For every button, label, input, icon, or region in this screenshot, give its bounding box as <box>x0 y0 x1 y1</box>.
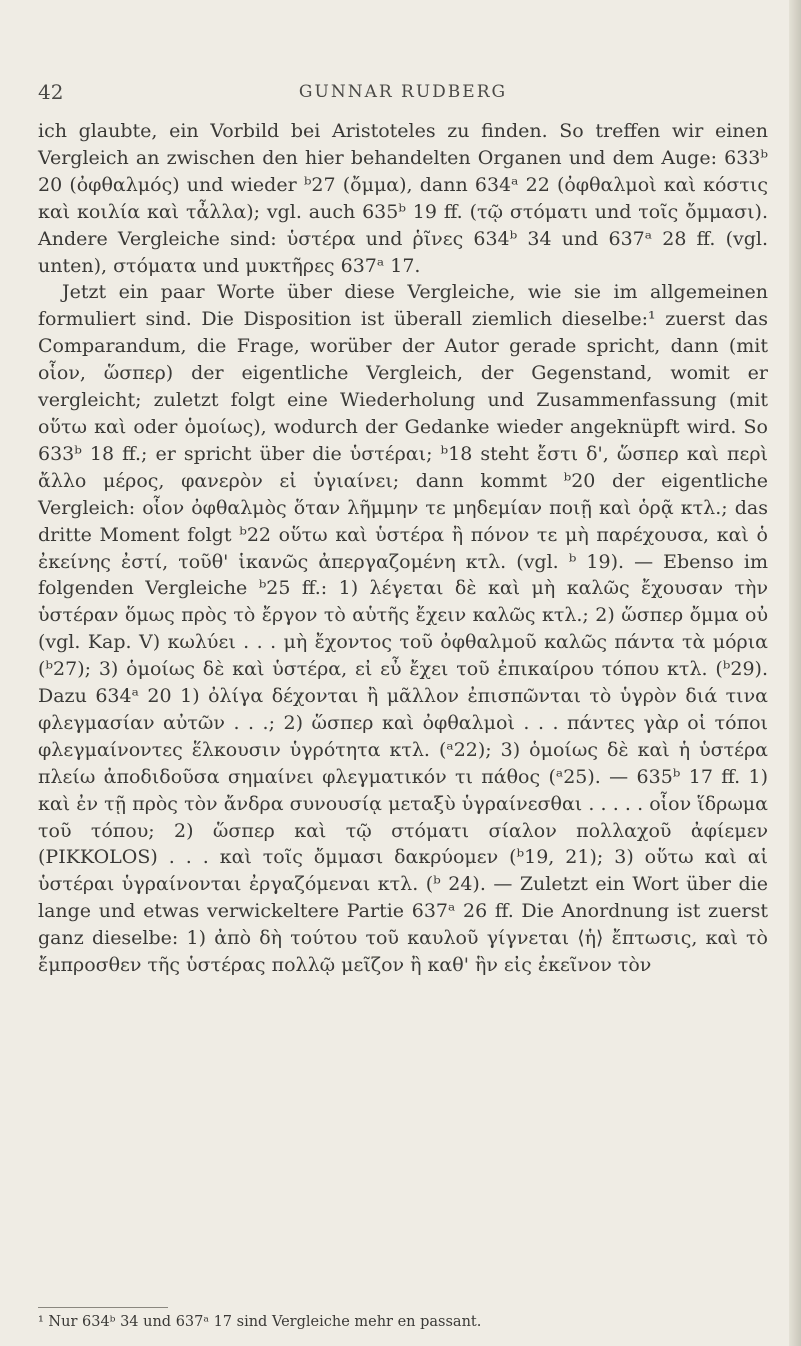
paragraph-2: Jetzt ein paar Worte über diese Vergleiche, wie sie im allgemeinen formuliert sind. Die Disposition ist überall ziemlich dieselbe:¹ zuerst das Comparandum, die Frage, worüber der Autor gerade spricht, dann (mit οἷον, ὥσπερ) der eigentliche Vergleich, der Gegenstand, womit er vergleicht; zuletzt folgt eine Wiederholung und Zusammenfassung (mit οὕτω καὶ oder ὁμοίως), wodurch der Gedanke wieder angeknüpft wird. So 633ᵇ 18 ff.; er spricht über die ὑστέραι; ᵇ18 steht ἔστι δ', ὥσπερ καὶ περὶ ἄλλο μέρος, φανερὸν εἰ ὑγιαίνει; dann kommt ᵇ20 der eigentliche Vergleich: οἷον ὀφθαλμὸς ὅταν λῆμμην τε μηδεμίαν ποιῇ καὶ ὁρᾷ κτλ.; das dritte Moment folgt ᵇ22 οὕτω καὶ ὑστέρα ἢ πόνον τε μὴ παρέχουσα, καὶ ὁ ἐκείνης ἐστί, τοῦθ' ἱκανῶς ἀπεργαζομένη κτλ. (vgl. ᵇ 19). — Ebenso im folgenden Vergleiche ᵇ25 ff.: 1) λέγεται δὲ καὶ μὴ καλῶς ἔχουσαν τὴν ὑστέραν ὅμως πρὸς τὸ ἔργον τὸ αὑτῆς ἔχειν καλῶς κτλ.; 2) ὥσπερ ὄμμα οὐ (vgl. Kap. V) κωλύει . . . μὴ ἔχοντος τοῦ ὀφθαλμοῦ καλῶς πάντα τὰ μόρια (ᵇ27); 3) ὁμοίως δὲ καὶ ὑστέρα, εἰ εὖ ἔχει τοῦ ἐπικαίρου τόπου κτλ. (ᵇ29). Dazu 634ᵃ 20 1) ὀλίγα δέχονται ἢ μᾶλλον ἐπισπῶνται τὸ ὑγρὸν διά τινα φλεγμασίαν αὐτῶν . . .; 2) ὥσπερ καὶ ὀφθαλμοὶ . . . πάντες γὰρ οἱ τόποι φλεγμαίνοντες ἕλκουσιν ὑγρότητα κτλ. (ᵃ22); 3) ὁμοίως δὲ καὶ ἡ ὑστέρα πλείω ἀποδιδοῦσα σημαίνει φλεγματικόν τι πάθος (ᵃ25). — 635ᵇ 17 ff. 1) καὶ ἐν τῇ πρὸς τὸν ἄνδρα συνουσίᾳ μεταξὺ ὑγραίνεσθαι . . . . . οἷον ἵδρωμα τοῦ τόπου; 2) ὥσπερ καὶ τῷ στόματι σίαλον πολλαχοῦ ἀφίεμεν (PIKKOLOS) . . . καὶ τοῖς ὄμμασι δακρύομεν (ᵇ19, 21); 3) οὕτω καὶ αἱ ὑστέραι ὑγραίνονται ἐργαζόμεναι κτλ. (ᵇ 24). — Zuletzt ein Wort über die lange und etwas verwickeltere Partie 637ᵃ 26 ff. Die Anordnung ist zuerst ganz dieselbe: 1) ἀπὸ δὴ τούτου τοῦ καυλοῦ γίγνεται ⟨ἡ⟩ ἔπτωσις, καὶ τὸ ἔμπροσθεν τῆς ὑστέρας πολλῷ μεῖζον ἢ καθ' ἣν εἰς ἐκεῖνον τὸν <box>38 281 768 977</box>
footnote-rule <box>38 1307 168 1308</box>
page-number: 42 <box>38 80 64 104</box>
body-text <box>38 118 768 979</box>
paragraph-1: ich glaubte, ein Vorbild bei Aristoteles zu finden. So treffen wir einen Vergleich an zwischen den hier behandelten Organen und dem Auge: 633ᵇ 20 (ὀφθαλμός) und wieder ᵇ27 (ὄμμα), dann 634ᵃ 22 (ὀφθαλμοὶ καὶ κόστις καὶ κοιλία καὶ τἆλλα); vgl. auch 635ᵇ 19 ff. (τῷ στόματι und τοῖς ὄμμασι). Andere Vergleiche sind: ὑστέρα und ῥῖνες 634ᵇ 34 und 637ᵃ 28 ff. (vgl. unten), στόματα und μυκτῆρες 637ᵃ 17. <box>38 120 769 277</box>
page-edge <box>789 0 801 1346</box>
footnote-text: ¹ Nur 634ᵇ 34 und 637ᵃ 17 sind Vergleiche mehr en passant. <box>38 1314 482 1330</box>
page-header <box>38 80 768 106</box>
footnote <box>38 1313 768 1331</box>
running-title: GUNNAR RUDBERG <box>298 82 508 102</box>
